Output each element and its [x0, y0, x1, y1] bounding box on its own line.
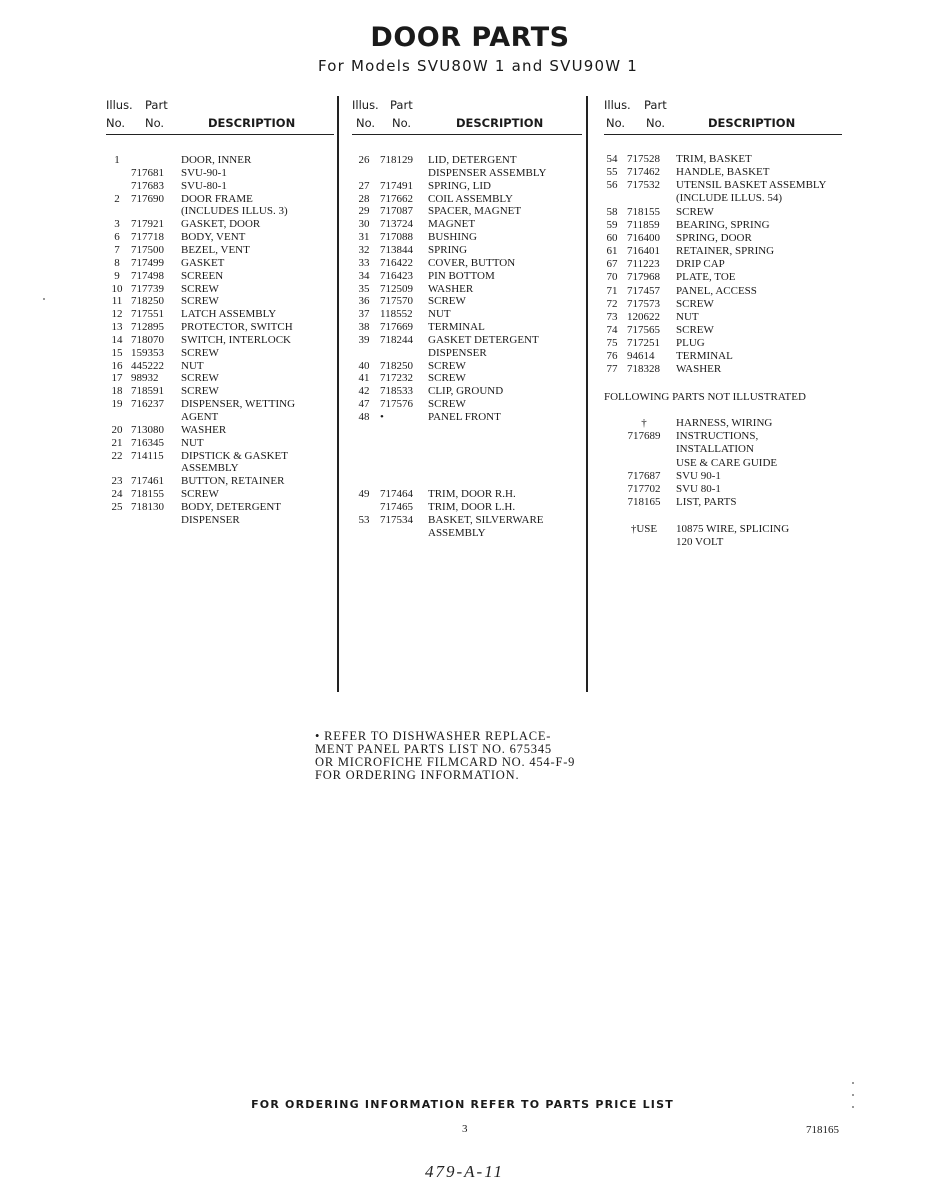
part-description: INSTRUCTIONS,	[676, 430, 759, 443]
illus-number: 48	[358, 411, 370, 423]
part-description: WASHER	[181, 423, 227, 436]
illus-number: 67	[606, 258, 618, 271]
illus-number: 30	[358, 218, 370, 231]
illus-number: 24	[111, 488, 123, 501]
illus-number: 70	[606, 271, 618, 284]
part-number: 718250	[380, 359, 413, 372]
part-description: GASKET DETERGENT	[428, 333, 539, 346]
part-description: 120 VOLT	[676, 535, 724, 548]
illus-number: 60	[606, 231, 618, 244]
part-number: 717573	[627, 297, 660, 310]
part-description: SPRING	[428, 243, 468, 256]
part-description: SVU-80-1	[181, 179, 227, 192]
part-description: BUSHING	[428, 231, 477, 244]
part-description: TERMINAL	[428, 321, 485, 334]
illus-number: 59	[606, 218, 618, 231]
column-header	[106, 98, 334, 135]
part-description: SCREW	[181, 372, 219, 385]
part-description: SCREW	[428, 398, 466, 411]
illus-number: 38	[358, 321, 370, 334]
part-description: SCREW	[428, 295, 466, 308]
part-number: 717087	[380, 205, 413, 218]
part-description: (INCLUDES ILLUS. 3)	[181, 205, 288, 218]
part-description: USE & CARE GUIDE	[676, 456, 778, 469]
illus-number: 7	[114, 243, 120, 256]
part-description: SPACER, MAGNET	[428, 205, 522, 218]
footnote-line: MENT PANEL PARTS LIST NO. 675345	[315, 742, 552, 756]
part-description: BODY, VENT	[181, 231, 246, 244]
column-header	[604, 98, 842, 135]
part-number: 718155	[627, 205, 660, 218]
part-number: 716401	[627, 245, 660, 258]
part-number: 717528	[627, 153, 660, 165]
illus-number: 41	[358, 372, 370, 385]
part-number: 717232	[380, 372, 413, 385]
part-description: LATCH ASSEMBLY	[181, 308, 277, 321]
part-description: SCREW	[181, 295, 219, 308]
part-description: PLUG	[676, 337, 705, 350]
part-description: TRIM, DOOR R.H.	[428, 488, 516, 501]
illus-number: 17	[111, 372, 123, 385]
part-description: TRIM, DOOR L.H.	[428, 500, 516, 513]
not-illustrated-heading: FOLLOWING PARTS NOT ILLUSTRATED	[604, 391, 806, 403]
footnote	[315, 730, 635, 782]
part-number: 717499	[131, 256, 164, 269]
part-description: TERMINAL	[676, 350, 733, 363]
part-number: 98932	[131, 372, 159, 385]
part-description: ASSEMBLY	[181, 462, 239, 475]
part-description: PROTECTOR, SWITCH	[181, 321, 293, 334]
part-number: 716345	[131, 436, 164, 449]
header-part: Part	[145, 98, 168, 112]
illus-number: 39	[358, 333, 370, 346]
illus-number: 1	[114, 154, 120, 166]
part-number: 717462	[627, 166, 660, 179]
part-description: WASHER	[676, 363, 722, 376]
part-number: 717690	[131, 192, 164, 205]
part-description: UTENSIL BASKET ASSEMBLY	[676, 179, 827, 192]
header-part: Part	[390, 98, 413, 112]
illus-number: 74	[606, 323, 618, 336]
page-subtitle: For Models SVU80W 1 and SVU90W 1	[318, 57, 638, 75]
part-number: 718250	[131, 295, 164, 308]
part-description: SVU 80-1	[676, 483, 721, 495]
part-number: 717921	[131, 218, 164, 231]
part-description: LIST, PARTS	[676, 496, 737, 509]
part-description: RETAINER, SPRING	[676, 245, 775, 258]
part-number: 718533	[380, 385, 413, 398]
part-description: GASKET	[181, 256, 225, 269]
column-1-header-block	[106, 98, 334, 135]
part-number: 718155	[131, 488, 164, 501]
part-number: †USE	[630, 522, 658, 535]
part-description: SCREW	[428, 359, 466, 372]
part-description: SVU 90-1	[676, 469, 721, 482]
footnote-line: FOR ORDERING INFORMATION.	[315, 768, 520, 782]
scan-speck	[852, 1082, 854, 1084]
part-description: AGENT	[181, 411, 219, 423]
part-number: 120622	[627, 310, 660, 323]
part-description: SPRING, DOOR	[676, 231, 752, 244]
header-no-2: No.	[145, 116, 165, 130]
scan-speck	[43, 298, 45, 300]
column-divider	[337, 96, 339, 692]
illus-number: 61	[606, 245, 618, 258]
part-description: PANEL FRONT	[428, 411, 501, 423]
part-number: 717662	[380, 192, 413, 205]
header-illus: Illus.	[604, 98, 631, 112]
illus-number: 25	[111, 500, 123, 513]
header-no-1: No.	[356, 116, 376, 130]
scan-speck	[852, 1094, 854, 1096]
illus-number: 42	[358, 385, 370, 398]
part-number: 717718	[131, 231, 164, 244]
part-number: 717464	[380, 488, 413, 501]
part-description: SCREW	[676, 323, 714, 336]
illus-number: 49	[358, 488, 370, 501]
illus-number: 35	[358, 282, 370, 295]
part-number: 711223	[627, 258, 660, 271]
part-number: 713844	[380, 243, 413, 256]
illus-number: 15	[111, 346, 123, 359]
header-no-1: No.	[606, 116, 626, 130]
part-description: SPRING, LID	[428, 179, 491, 192]
part-description: DOOR, INNER	[181, 154, 252, 166]
illus-number: 58	[606, 205, 618, 218]
part-description: SCREW	[676, 205, 714, 218]
illus-number: 18	[111, 385, 123, 398]
part-number: 717532	[627, 179, 660, 192]
illus-number: 40	[358, 359, 370, 372]
part-description: BASKET, SILVERWARE	[428, 513, 544, 526]
illus-number: 6	[114, 231, 120, 244]
part-number: 717683	[131, 179, 164, 192]
illus-number: 55	[606, 166, 618, 179]
illus-number: 28	[358, 192, 370, 205]
part-number: 718165	[627, 496, 661, 509]
part-number: •	[380, 411, 384, 423]
part-number: 712895	[131, 321, 164, 334]
part-description: NUT	[428, 308, 451, 321]
illus-number: 26	[358, 154, 370, 166]
part-number: 716422	[380, 256, 413, 269]
illus-number: 13	[111, 321, 123, 334]
illus-number: 71	[606, 284, 618, 297]
part-number: 445222	[131, 359, 164, 372]
footnote-line: • REFER TO DISHWASHER REPLACE-	[315, 729, 552, 743]
page-title: DOOR PARTS	[370, 22, 570, 53]
part-number: 717689	[627, 430, 661, 443]
illus-number: 23	[111, 475, 123, 488]
part-description: DISPENSER	[181, 513, 240, 526]
illus-number: 29	[358, 205, 370, 218]
illus-number: 8	[114, 256, 120, 269]
part-number: 717491	[380, 179, 413, 192]
illus-number: 2	[114, 192, 120, 205]
part-description: PIN BOTTOM	[428, 269, 495, 282]
column-2-header-block	[352, 98, 582, 135]
handwritten-note: 479-A-11	[425, 1162, 504, 1181]
illus-number: 54	[606, 153, 618, 165]
part-description: SCREW	[428, 372, 466, 385]
part-number: 714115	[131, 449, 164, 462]
part-number: 717251	[627, 337, 660, 350]
part-number: 717551	[131, 308, 164, 321]
header-description: DESCRIPTION	[456, 116, 544, 130]
column-divider	[586, 96, 588, 692]
part-description: DIPSTICK & GASKET	[181, 449, 288, 462]
illus-number: 33	[358, 256, 370, 269]
illus-number: 31	[358, 231, 370, 244]
part-number: 716400	[627, 231, 660, 244]
header-illus: Illus.	[106, 98, 133, 112]
header-description: DESCRIPTION	[708, 116, 796, 130]
part-description: SCREW	[181, 385, 219, 398]
column-3-header-block	[604, 98, 842, 135]
illus-number: 47	[358, 398, 370, 411]
part-number: 716423	[380, 269, 413, 282]
part-number: 159353	[131, 346, 164, 359]
illus-number: 22	[111, 449, 123, 462]
part-number: 717702	[627, 483, 661, 495]
part-description: PANEL, ACCESS	[676, 284, 757, 297]
part-description: COVER, BUTTON	[428, 256, 516, 269]
part-description: COIL ASSEMBLY	[428, 192, 513, 205]
part-description: INSTALLATION	[676, 443, 754, 456]
part-description: SCREW	[676, 297, 714, 310]
illus-number: 3	[114, 218, 120, 231]
part-description: LID, DETERGENT	[428, 154, 517, 166]
header-no-1: No.	[106, 116, 126, 130]
part-description: DOOR FRAME	[181, 192, 253, 205]
part-description: SCREEN	[181, 269, 224, 282]
part-description: DISPENSER, WETTING	[181, 398, 296, 411]
part-number: 718591	[131, 385, 164, 398]
illus-number: 27	[358, 179, 370, 192]
illus-number: 19	[111, 398, 123, 411]
document-number: 718165	[806, 1124, 839, 1136]
part-number: 717669	[380, 321, 413, 334]
part-number: 717565	[627, 323, 660, 336]
part-number: †	[641, 417, 647, 429]
part-number: 718129	[380, 154, 413, 166]
part-description: (INCLUDE ILLUS. 54)	[676, 192, 783, 205]
illus-number: 73	[606, 310, 618, 323]
part-description: BEZEL, VENT	[181, 243, 250, 256]
illus-number: 14	[111, 333, 123, 346]
illus-number: 32	[358, 243, 370, 256]
part-number: 717570	[380, 295, 413, 308]
illus-number: 56	[606, 179, 618, 192]
part-number: 118552	[380, 308, 413, 321]
footnote-line: OR MICROFICHE FILMCARD NO. 454-F-9	[315, 755, 576, 769]
part-number: 717968	[627, 271, 660, 284]
part-number: 717739	[131, 282, 164, 295]
ordering-note: FOR ORDERING INFORMATION REFER TO PARTS PRICE LIST	[251, 1098, 674, 1111]
part-description: TRIM, BASKET	[676, 153, 752, 165]
illus-number: 11	[111, 295, 123, 308]
part-description: SCREW	[181, 488, 219, 501]
part-number: 712509	[380, 282, 413, 295]
scan-speck	[852, 1106, 854, 1108]
part-description: PLATE, TOE	[676, 271, 736, 284]
header-no-2: No.	[646, 116, 666, 130]
part-number: 713080	[131, 423, 164, 436]
part-description: MAGNET	[428, 218, 476, 231]
illus-number: 16	[111, 359, 123, 372]
illus-number: 76	[606, 350, 618, 363]
header-description: DESCRIPTION	[208, 116, 296, 130]
part-description: DISPENSER ASSEMBLY	[428, 166, 547, 179]
part-number: 716237	[131, 398, 164, 411]
part-number: 717687	[627, 469, 661, 482]
part-number: 717534	[380, 513, 413, 526]
part-number: 713724	[380, 218, 413, 231]
illus-number: 12	[111, 308, 123, 321]
illus-number: 75	[606, 337, 618, 350]
part-number: 717461	[131, 475, 164, 488]
part-description: 10875 WIRE, SPLICING	[676, 522, 790, 535]
part-description: CLIP, GROUND	[428, 385, 504, 398]
illus-number: 10	[111, 282, 123, 295]
part-number: 717500	[131, 243, 164, 256]
part-number: 717465	[380, 500, 413, 513]
part-description: SVU-90-1	[181, 166, 227, 179]
header-illus: Illus.	[352, 98, 379, 112]
page-number: 3	[462, 1123, 468, 1135]
part-description: HARNESS, WIRING	[676, 417, 773, 429]
header-part: Part	[644, 98, 667, 112]
part-number: 717681	[131, 166, 164, 179]
part-description: NUT	[181, 436, 204, 449]
illus-number: 9	[114, 269, 120, 282]
part-description: BEARING, SPRING	[676, 218, 770, 231]
header-no-2: No.	[392, 116, 412, 130]
illus-number: 21	[111, 436, 123, 449]
part-description: SWITCH, INTERLOCK	[181, 333, 291, 346]
part-description: HANDLE, BASKET	[676, 166, 770, 179]
part-description: SCREW	[181, 282, 219, 295]
part-description: NUT	[181, 359, 204, 372]
part-description: WASHER	[428, 282, 474, 295]
part-description: NUT	[676, 310, 699, 323]
column-header	[352, 98, 582, 135]
illus-number: 37	[358, 308, 370, 321]
part-number: 717088	[380, 231, 413, 244]
part-description: SCREW	[181, 346, 219, 359]
part-description: DISPENSER	[428, 346, 487, 359]
part-number: 718244	[380, 333, 413, 346]
part-description: GASKET, DOOR	[181, 218, 261, 231]
part-description: BUTTON, RETAINER	[181, 475, 285, 488]
illus-number: 72	[606, 297, 618, 310]
illus-number: 36	[358, 295, 370, 308]
part-number: 94614	[627, 350, 655, 363]
illus-number: 34	[358, 269, 370, 282]
part-number: 718130	[131, 500, 164, 513]
illus-number: 77	[606, 363, 618, 376]
part-number: 717576	[380, 398, 413, 411]
part-number: 717457	[627, 284, 660, 297]
part-description: DRIP CAP	[676, 258, 725, 271]
part-description: ASSEMBLY	[428, 526, 486, 539]
part-description: BODY, DETERGENT	[181, 500, 282, 513]
illus-number: 20	[111, 423, 123, 436]
part-number: 718070	[131, 333, 164, 346]
part-number: 711859	[627, 218, 660, 231]
part-number: 718328	[627, 363, 660, 376]
illus-number: 53	[358, 513, 370, 526]
part-number: 717498	[131, 269, 164, 282]
